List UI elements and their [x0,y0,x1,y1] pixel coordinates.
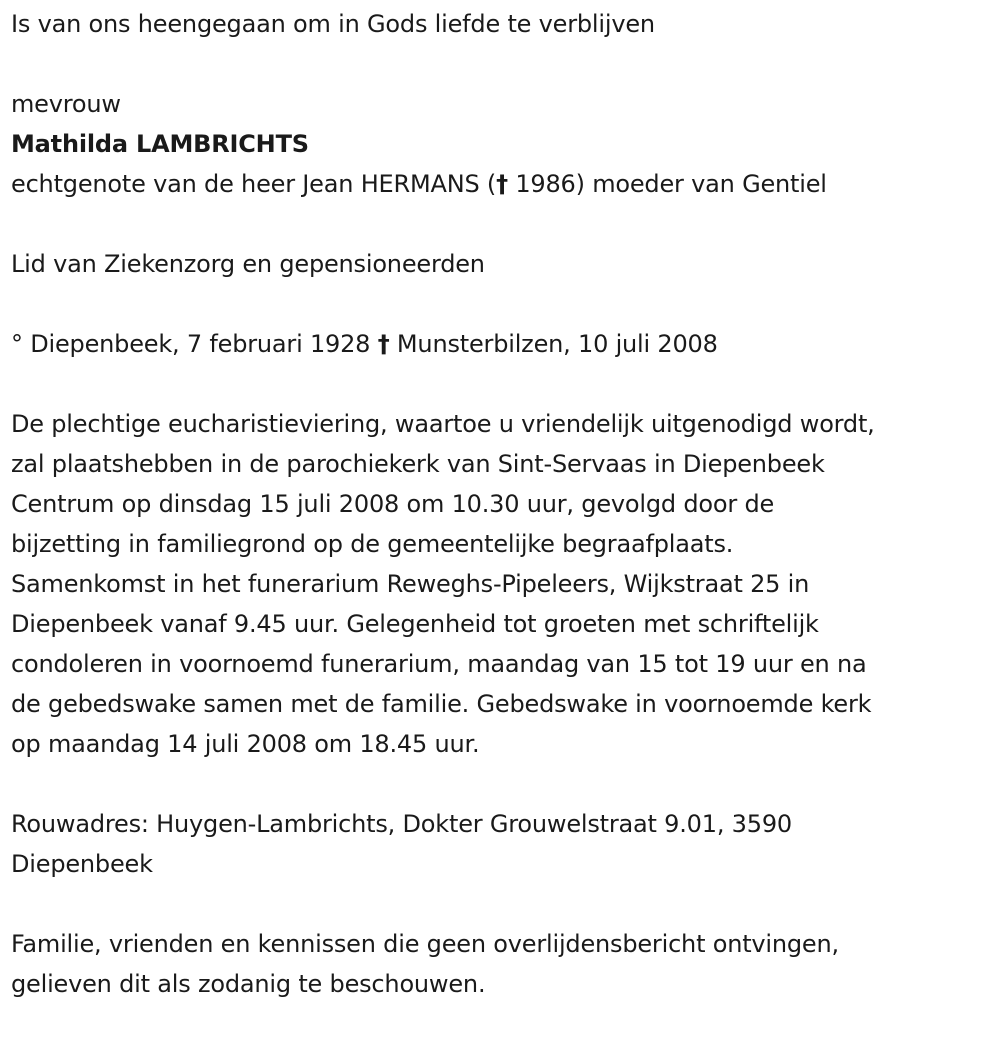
membership: Lid van Ziekenzorg en gepensioneerden [11,250,485,278]
deceased-name: Mathilda LAMBRICHTS [11,130,309,158]
address-line: Diepenbeek [11,850,153,878]
ceremony-line: op maandag 14 juli 2008 om 18.45 uur. [11,730,480,758]
spacer [11,764,991,804]
family-relations [11,164,991,204]
birth-death-line [11,324,991,364]
spacer [11,204,991,244]
cross-icon: † [377,330,390,358]
death-info: Munsterbilzen, 10 juli 2008 [389,330,718,358]
address-line: Rouwadres: Huygen-Lambrichts, Dokter Grouwelstraat 9.01, 3590 [11,810,792,838]
spacer [11,364,991,404]
ceremony-line: condoleren in voornoemd funerarium, maandag van 15 tot 19 uur en na [11,650,867,678]
obituary-notice [11,4,991,1004]
honorific: mevrouw [11,90,121,118]
spouse-prefix: echtgenote van de heer Jean HERMANS ( [11,170,497,198]
ceremony-line: Centrum op dinsdag 15 juli 2008 om 10.30 uur, gevolgd door de [11,490,775,518]
birth-info: ° Diepenbeek, 7 februari 1928 [11,330,378,358]
cross-icon: † [496,170,508,198]
ceremony-line: De plechtige eucharistieviering, waartoe u vriendelijk uitgenodigd wordt, [11,410,875,438]
spacer [11,44,991,84]
closing-line: Familie, vrienden en kennissen die geen overlijdensbericht ontvingen, [11,930,839,958]
ceremony-line: bijzetting in familiegrond op de gemeentelijke begraafplaats. [11,530,734,558]
ceremony-line: de gebedswake samen met de familie. Gebedswake in voornoemde kerk [11,690,872,718]
ceremony-paragraph [11,404,991,764]
ceremony-line: Diepenbeek vanaf 9.45 uur. Gelegenheid tot groeten met schriftelijk [11,610,819,638]
mourning-address [11,804,991,884]
spacer [11,284,991,324]
spouse-suffix: 1986) moeder van Gentiel [507,170,827,198]
ceremony-line: zal plaatshebben in de parochiekerk van Sint-Servaas in Diepenbeek [11,450,825,478]
ceremony-line: Samenkomst in het funerarium Reweghs-Pipeleers, Wijkstraat 25 in [11,570,810,598]
intro-text: Is van ons heengegaan om in Gods liefde te verblijven [11,10,655,38]
closing-line: gelieven dit als zodanig te beschouwen. [11,970,486,998]
closing-paragraph [11,924,991,1004]
spacer [11,884,991,924]
